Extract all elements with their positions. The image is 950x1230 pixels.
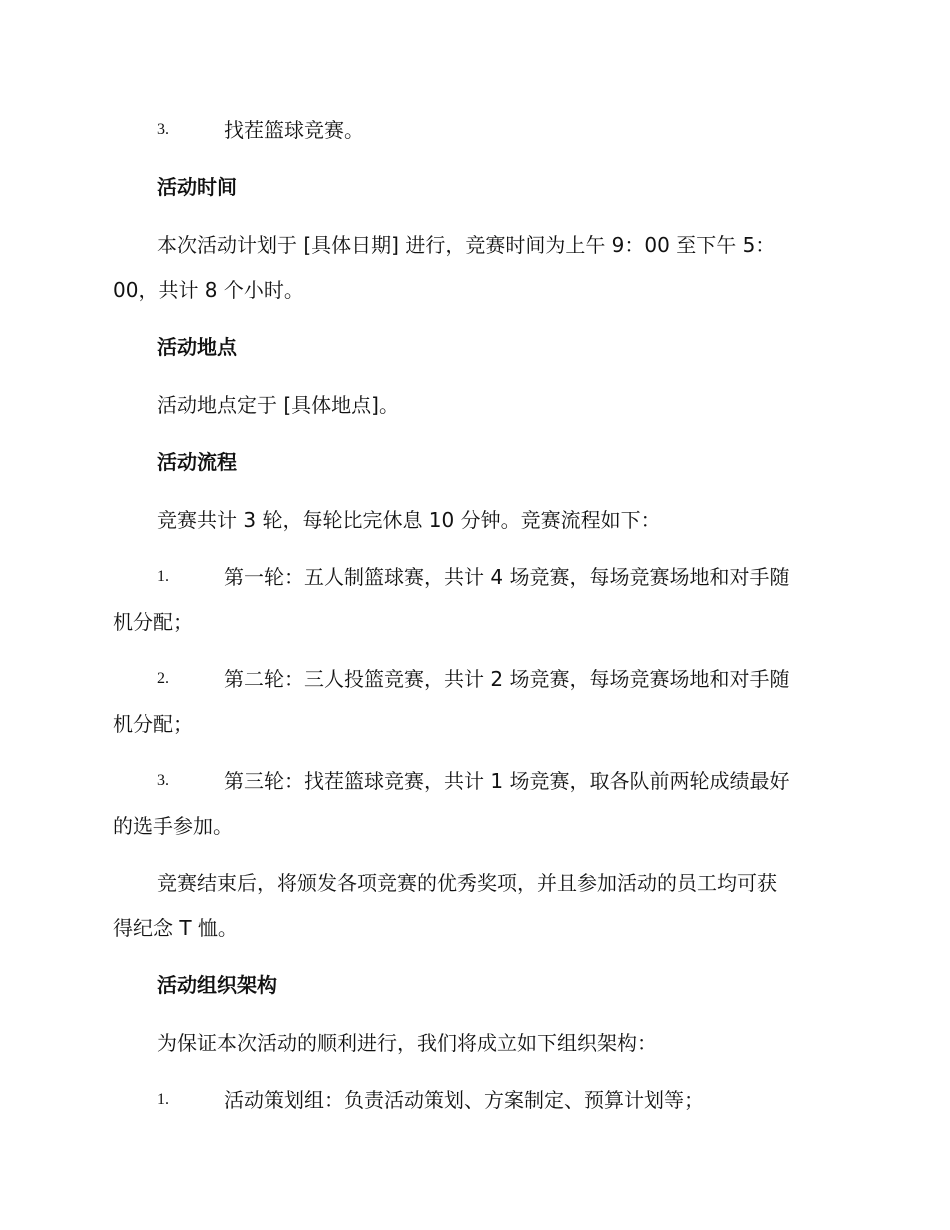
section-heading-flow: 活动流程 — [157, 450, 237, 474]
flow-item-3-line2: 的选手参加。 — [113, 814, 233, 838]
org-intro: 为保证本次活动的顺利进行，我们将成立如下组织架构： — [157, 1031, 657, 1055]
flow-intro: 竞赛共计 3 轮，每轮比完休息 10 分钟。竞赛流程如下： — [157, 508, 661, 532]
flow-closing-line2: 得纪念 T 恤。 — [113, 916, 238, 940]
list-number: 1. — [157, 1091, 169, 1108]
time-paragraph-line2: 00，共计 8 个小时。 — [113, 278, 304, 302]
flow-closing-line1: 竞赛结束后，将颁发各项竞赛的优秀奖项，并且参加活动的员工均可获 — [157, 871, 777, 895]
list-number: 3. — [157, 121, 169, 138]
time-paragraph-line1: 本次活动计划于 [具体日期] 进行，竞赛时间为上午 9：00 至下午 5： — [157, 233, 776, 257]
flow-item-3-line1: 第三轮：找茬篮球竞赛，共计 1 场竞赛，取各队前两轮成绩最好 — [224, 769, 790, 793]
flow-item-2-line2: 机分配； — [113, 712, 193, 736]
section-heading-org: 活动组织架构 — [157, 973, 277, 997]
flow-item-2-line1: 第二轮：三人投篮竞赛，共计 2 场竞赛，每场竞赛场地和对手随 — [224, 667, 790, 691]
flow-item-1-line2: 机分配； — [113, 610, 193, 634]
section-heading-time: 活动时间 — [157, 175, 237, 199]
list-number: 1. — [157, 568, 169, 585]
list-item-text: 找茬篮球竞赛。 — [224, 118, 364, 142]
org-item-1: 活动策划组：负责活动策划、方案制定、预算计划等； — [224, 1088, 704, 1112]
list-number: 3. — [157, 772, 169, 789]
place-paragraph: 活动地点定于 [具体地点]。 — [157, 393, 399, 417]
section-heading-place: 活动地点 — [157, 335, 237, 359]
flow-item-1-line1: 第一轮：五人制篮球赛，共计 4 场竞赛，每场竞赛场地和对手随 — [224, 565, 790, 589]
list-number: 2. — [157, 670, 169, 687]
